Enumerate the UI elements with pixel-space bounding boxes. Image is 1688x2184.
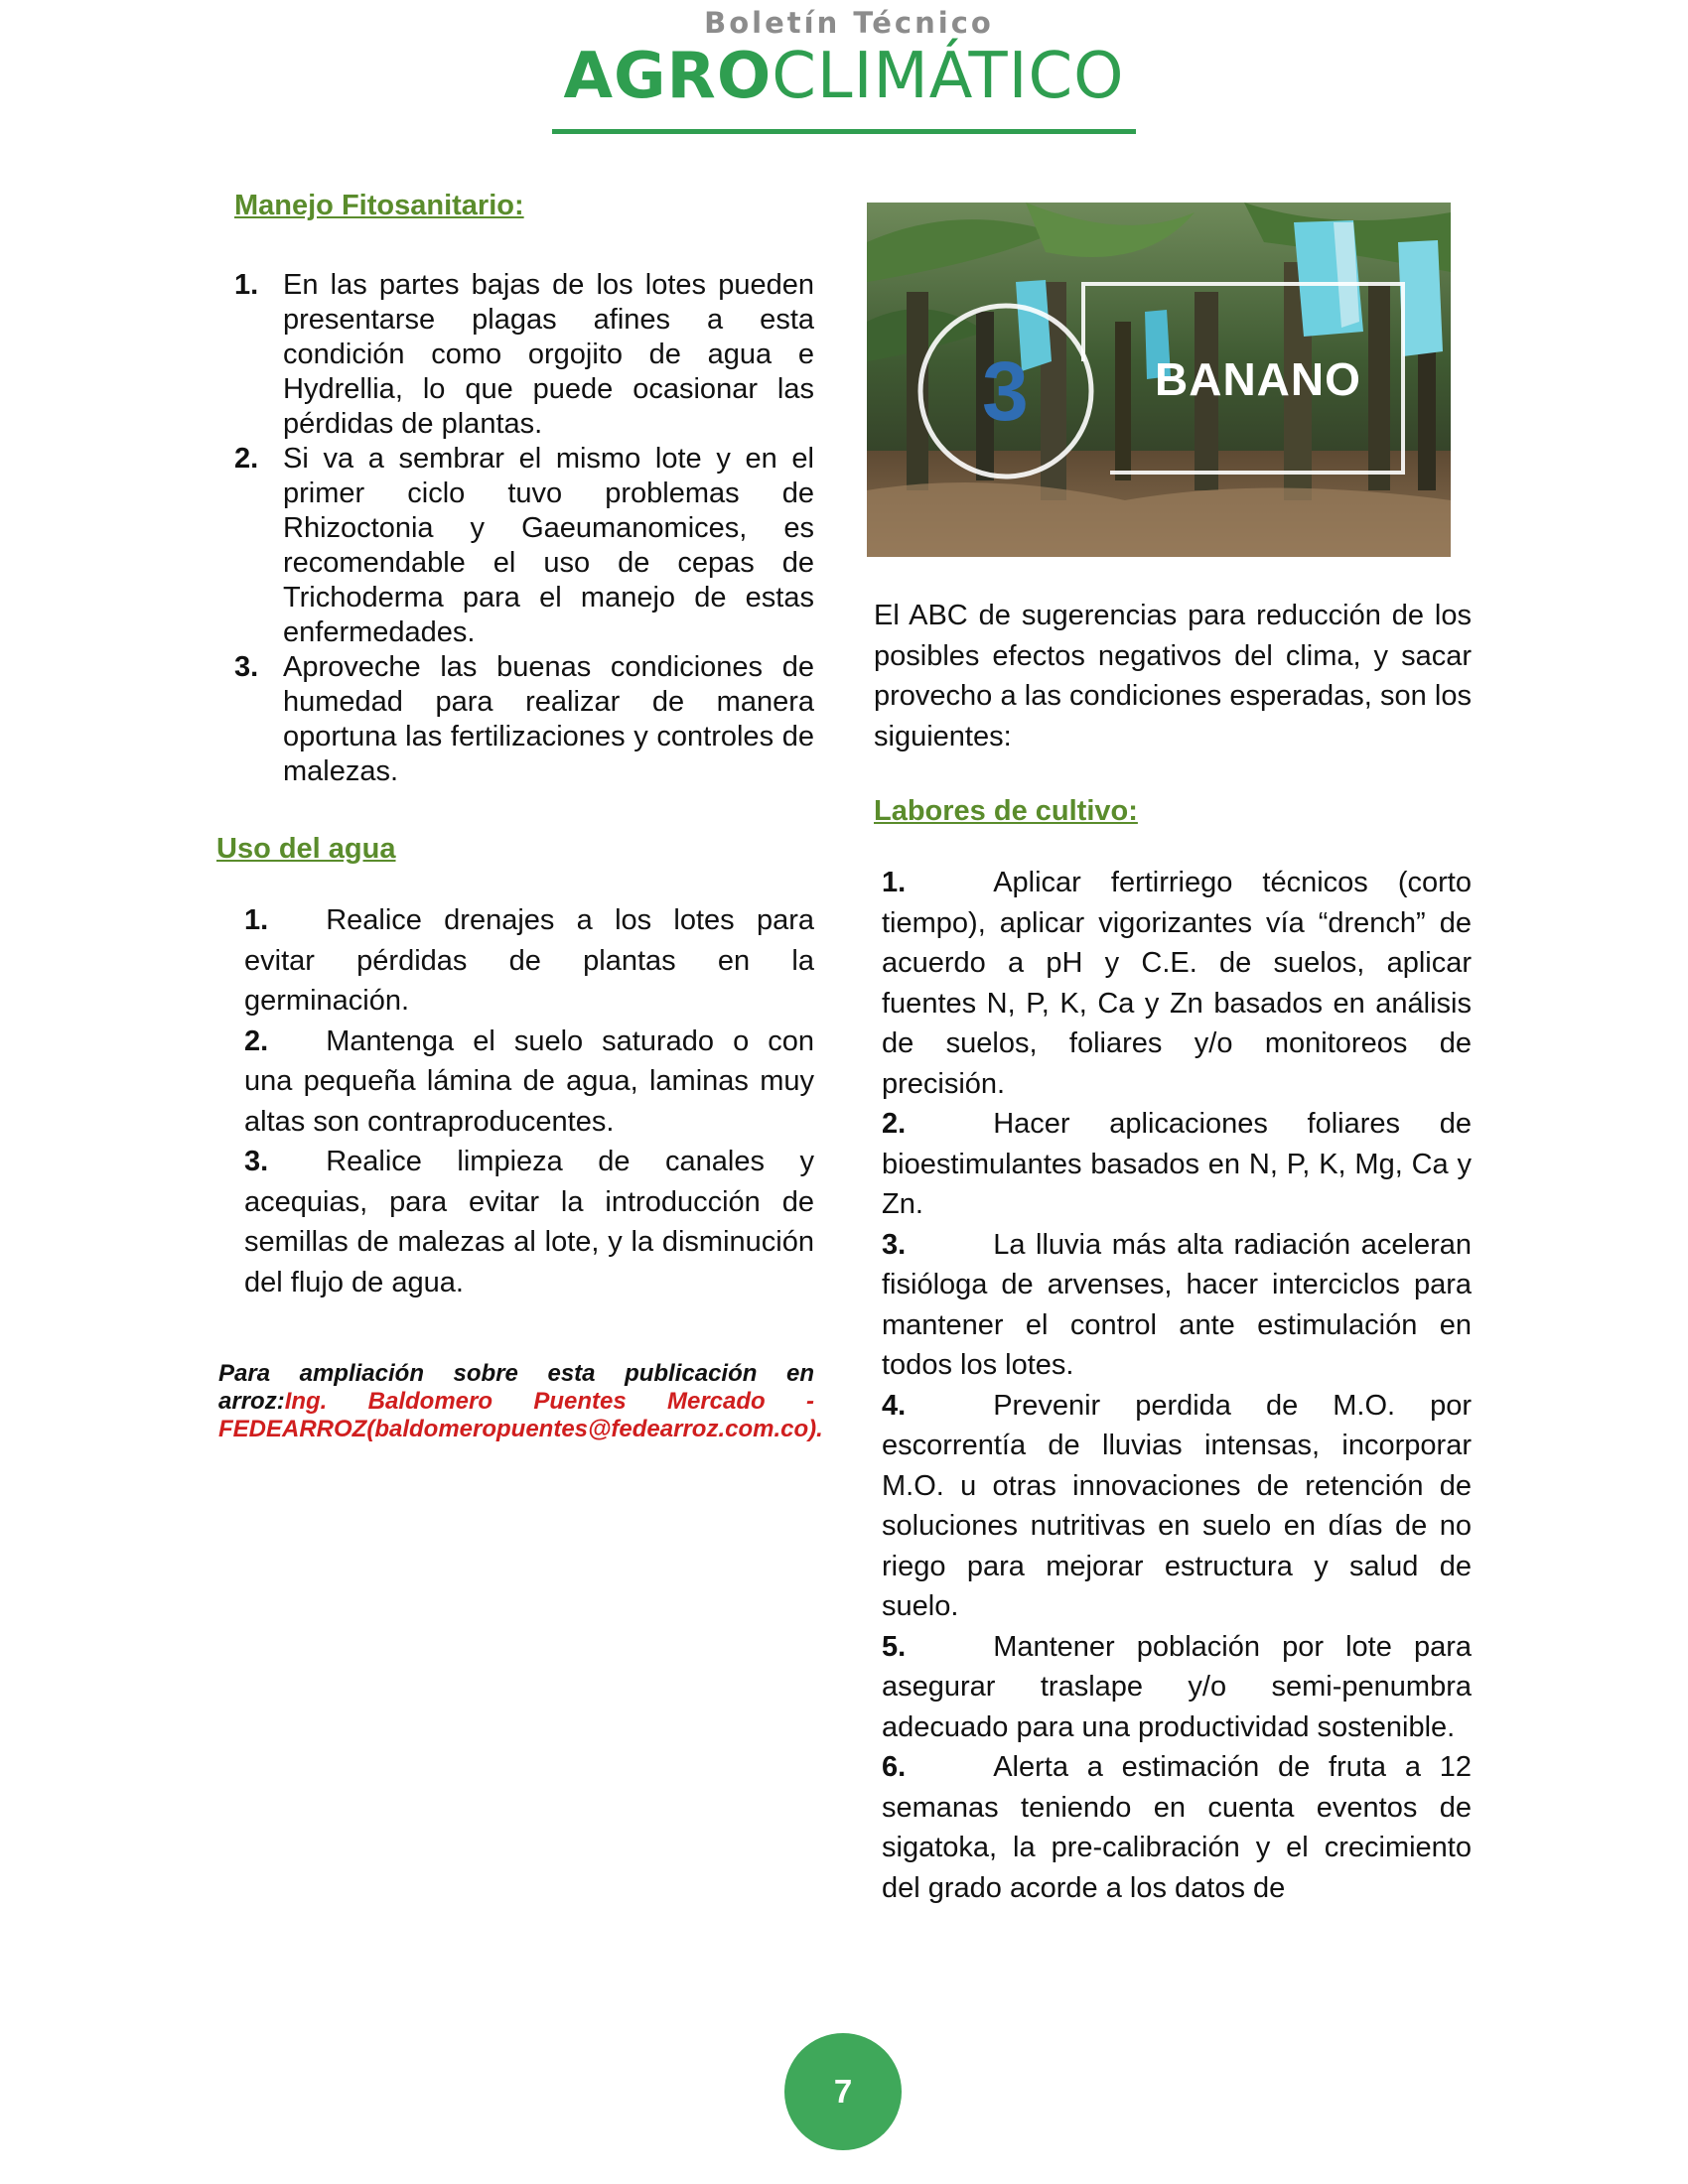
brand-bold: AGRO	[563, 40, 773, 113]
list-item	[216, 268, 814, 442]
list-item	[882, 1104, 1472, 1225]
list-text: Realice drenajes a los lotes para evitar pérdidas de plantas en la germinación.	[244, 904, 814, 1017]
list-text: Alerta a estimación de fruta a 12 semanas teniendo en cuenta eventos de sigatoka, la pre-calibración y el crecimiento del grado acorde a los datos de	[882, 1751, 1472, 1904]
list-number: 3.	[234, 651, 259, 683]
photo-section-number: 3	[982, 344, 1029, 438]
heading-uso-del-agua: Uso del agua	[216, 833, 396, 865]
page-number: 7	[784, 2033, 902, 2150]
list-number: 3.	[882, 1228, 907, 1261]
list-item	[882, 863, 1472, 1104]
list-item	[216, 442, 814, 650]
bulletin-subtitle: Boletín Técnico	[704, 6, 994, 40]
list-number: 3.	[244, 1146, 269, 1177]
list-item	[882, 1386, 1472, 1627]
list-item	[244, 1142, 814, 1302]
list-number: 1.	[234, 269, 259, 301]
bulletin-brand	[556, 42, 1132, 111]
author-credit	[218, 1360, 823, 1443]
list-text: La lluvia más alta radiación aceleran fisióloga de arvenses, hacer interciclos para mantener el control ante estimulación en todos los lotes.	[882, 1228, 1472, 1381]
header-rule	[552, 129, 1136, 134]
credit-contact: Ing. Baldomero Puentes Mercado - FEDEARROZ(baldomeropuentes@fedearroz.com.co).	[218, 1388, 823, 1442]
list-item	[244, 1022, 814, 1143]
list-text: En las partes bajas de los lotes pueden presentarse plagas afines a esta condición como orgojito de agua e Hydrellia, lo que puede ocasionar las pérdidas de plantas.	[283, 269, 814, 440]
list-text: Mantener población por lote para asegurar traslape y/o semi-penumbra adecuado para una productividad sostenible.	[882, 1630, 1472, 1743]
fitosanitario-list	[216, 268, 814, 789]
uso-agua-list	[216, 900, 814, 1302]
list-item	[244, 900, 814, 1022]
list-text: Si va a sembrar el mismo lote y en el primer ciclo tuvo problemas de Rhizoctonia y Gaeumanomices, es recomendable el uso de cepas de Trichoderma para el manejo de estas enfermedades.	[283, 443, 814, 648]
brand-light: CLIMÁTICO	[772, 40, 1125, 113]
list-text: Realice limpieza de canales y acequias, para evitar la introducción de semillas de malezas al lote, y la disminución del flujo de agua.	[244, 1146, 814, 1298]
list-text: Mantenga el suelo saturado o con una pequeña lámina de agua, laminas muy altas son contraproducentes.	[244, 1024, 814, 1138]
list-item	[882, 1627, 1472, 1748]
list-number: 5.	[882, 1630, 907, 1663]
intro-paragraph: El ABC de sugerencias para reducción de los posibles efectos negativos del clima, y sacar provecho a las condiciones esperadas, son los siguientes:	[874, 600, 1472, 752]
list-number: 2.	[882, 1108, 907, 1140]
right-column	[874, 596, 1472, 1908]
list-number: 1.	[244, 904, 269, 936]
list-text: Aplicar fertirriego técnicos (corto tiempo), aplicar vigorizantes vía “drench” de acuerdo a pH y C.E. de suelos, aplicar fuentes N, P, K, Ca y Zn basados en análisis de suelos, foliares y/o monitoreos de precisión.	[882, 867, 1472, 1100]
left-column	[216, 189, 814, 1302]
list-number: 2.	[244, 1024, 269, 1057]
list-number: 2.	[234, 443, 259, 475]
banana-photo	[867, 203, 1451, 557]
labores-list	[874, 863, 1472, 1908]
credit-prefix: Para ampliación sobre esta publicación en arroz:	[218, 1360, 814, 1415]
heading-labores-de-cultivo: Labores de cultivo:	[874, 795, 1138, 827]
list-number: 6.	[882, 1751, 907, 1783]
list-text: Prevenir perdida de M.O. por escorrentía de lluvias intensas, incorporar M.O. u otras innovaciones de retención de soluciones nutritivas en suelo en días de no riego para mejorar estructura y salud de suelo.	[882, 1389, 1472, 1622]
list-item	[216, 650, 814, 789]
list-item	[882, 1747, 1472, 1908]
heading-manejo-fitosanitario: Manejo Fitosanitario:	[234, 190, 524, 221]
list-number: 1.	[882, 867, 907, 898]
list-text: Aproveche las buenas condiciones de humedad para realizar de manera oportuna las fertilizaciones y controles de malezas.	[283, 651, 814, 787]
photo-crop-label: BANANO	[1155, 353, 1361, 405]
list-item	[882, 1225, 1472, 1386]
list-text: Hacer aplicaciones foliares de bioestimulantes basados en N, P, K, Mg, Ca y Zn.	[882, 1108, 1472, 1220]
list-number: 4.	[882, 1389, 907, 1422]
